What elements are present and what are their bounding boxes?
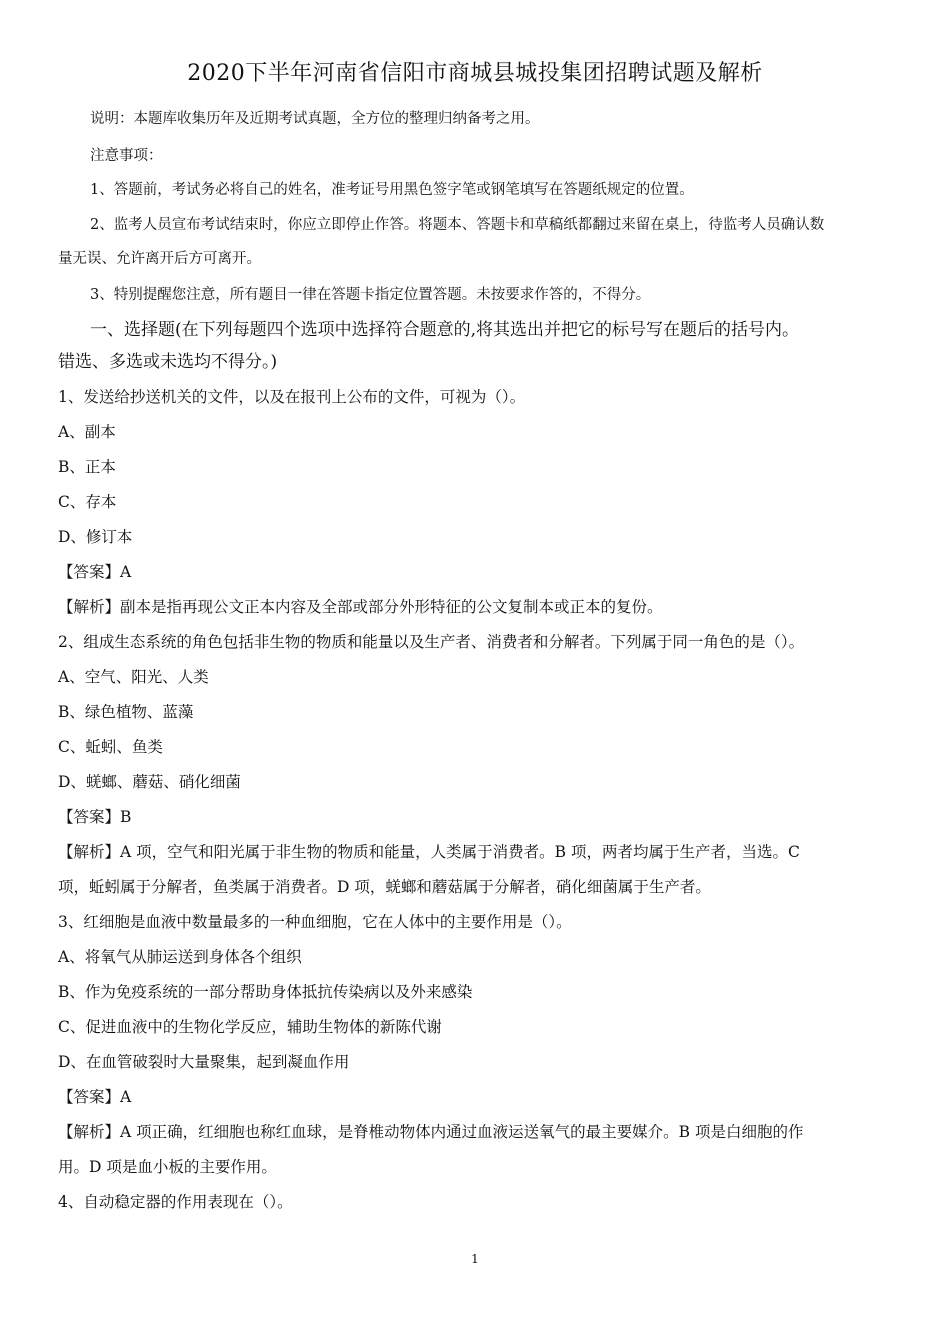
question-3-option-b: B、作为免疫系统的一部分帮助身体抵抗传染病以及外来感染 [58, 983, 473, 1001]
question-2-answer: 【答案】B [58, 808, 132, 826]
question-4-stem: 4、自动稳定器的作用表现在（）。 [58, 1193, 293, 1211]
question-2-stem: 2、组成生态系统的角色包括非生物的物质和能量以及生产者、消费者和分解者。下列属于同一角色的是（）。 [58, 633, 805, 651]
notice-rule-3: 3、特别提醒您注意，所有题目一律在答题卡指定位置答题。未按要求作答的，不得分。 [90, 287, 651, 303]
notice-rule-2-cont: 量无误、允许离开后方可离开。 [58, 251, 261, 267]
question-3-analysis-cont: 用。D 项是血小板的主要作用。 [58, 1158, 277, 1176]
question-3-option-c: C、促进血液中的生物化学反应，辅助生物体的新陈代谢 [58, 1018, 442, 1036]
question-2-option-c: C、蚯蚓、鱼类 [58, 738, 163, 756]
question-3-analysis: 【解析】A 项正确，红细胞也称红血球，是脊椎动物体内通过血液运送氧气的最主要媒介。B 项是白细胞的作 [58, 1123, 804, 1141]
question-2-analysis: 【解析】A 项，空气和阳光属于非生物的物质和能量，人类属于消费者。B 项，两者均属于生产者，当选。C [58, 843, 800, 861]
question-1-stem: 1、发送给抄送机关的文件，以及在报刊上公布的文件，可视为（）。 [58, 388, 526, 406]
question-2-option-b: B、绿色植物、蓝藻 [58, 703, 194, 721]
question-3-stem: 3、红细胞是血液中数量最多的一种血细胞，它在人体中的主要作用是（）。 [58, 913, 572, 931]
notice-rule-1: 1、答题前，考试务必将自己的姓名，准考证号用黑色签字笔或钢笔填写在答题纸规定的位置。 [90, 182, 694, 198]
page-number: 1 [471, 1252, 479, 1266]
question-1-option-a: A、副本 [58, 423, 116, 441]
question-1-option-d: D、修订本 [58, 528, 133, 546]
section-heading-cont: 错选、多选或未选均不得分。) [58, 352, 278, 372]
intro-note: 说明：本题库收集历年及近期考试真题，全方位的整理归纳备考之用。 [90, 111, 540, 127]
question-2-option-a: A、空气、阳光、人类 [58, 668, 209, 686]
question-1-option-b: B、正本 [58, 458, 116, 476]
notice-rule-2: 2、监考人员宣布考试结束时，你应立即停止作答。将题本、答题卡和草稿纸都翻过来留在桌上，待监考人员确认数 [90, 217, 825, 233]
question-2-analysis-cont: 项，蚯蚓属于分解者，鱼类属于消费者。D 项，蜣螂和蘑菇属于分解者，硝化细菌属于生产者。 [58, 878, 711, 896]
question-1-analysis: 【解析】副本是指再现公文正本内容及全部或部分外形特征的公文复制本或正本的复份。 [58, 598, 663, 616]
question-3-option-a: A、将氧气从肺运送到身体各个组织 [58, 948, 302, 966]
section-heading: 一、选择题(在下列每题四个选项中选择符合题意的,将其选出并把它的标号写在题后的括号内。 [90, 320, 800, 340]
notice-heading: 注意事项： [90, 148, 163, 164]
question-2-option-d: D、蜣螂、蘑菇、硝化细菌 [58, 773, 241, 791]
question-1-option-c: C、存本 [58, 493, 117, 511]
question-3-option-d: D、在血管破裂时大量聚集，起到凝血作用 [58, 1053, 350, 1071]
question-3-answer: 【答案】A [58, 1088, 132, 1106]
document-title: 2020下半年河南省信阳市商城县城投集团招聘试题及解析 [187, 61, 763, 86]
question-1-answer: 【答案】A [58, 563, 132, 581]
